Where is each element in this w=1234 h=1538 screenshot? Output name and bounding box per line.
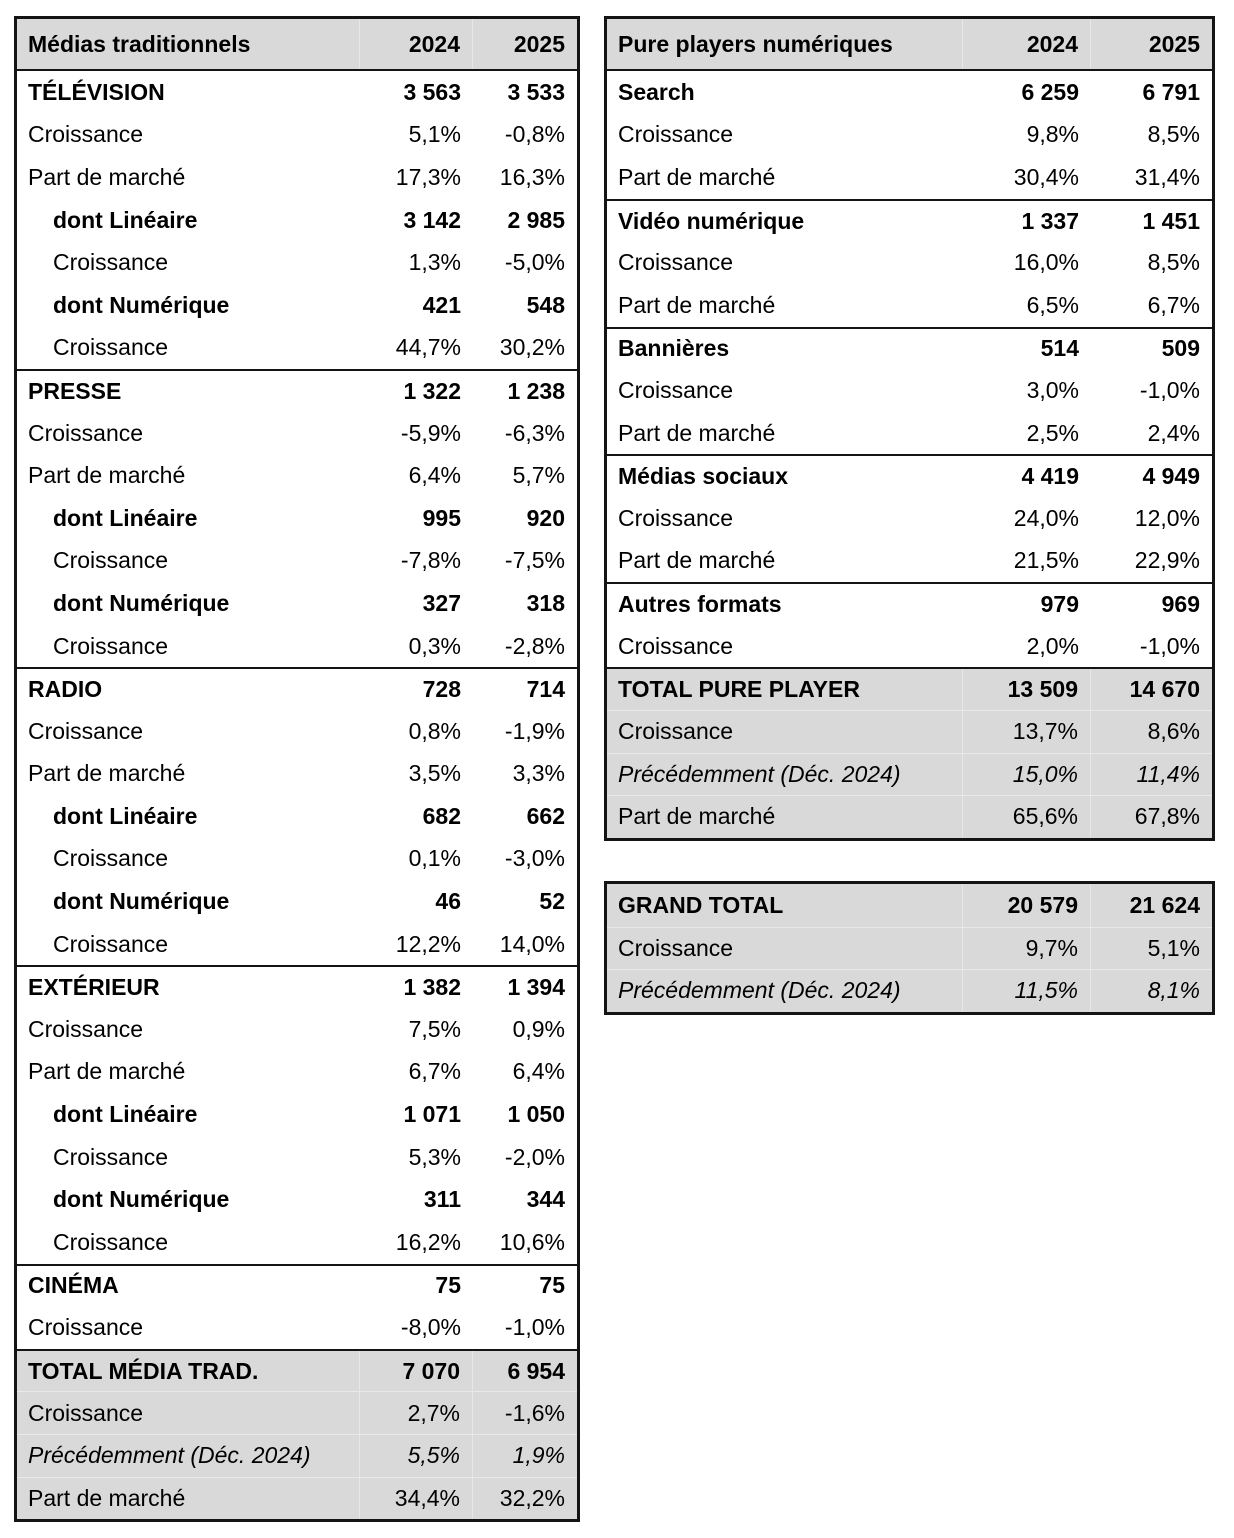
table-row xyxy=(17,838,577,881)
value-2025: -6,3% xyxy=(504,419,565,446)
value-2025: 22,9% xyxy=(1134,547,1200,574)
value-2025: 662 xyxy=(526,802,565,829)
value-2024: 65,6% xyxy=(963,796,1091,838)
value-2024: 514 xyxy=(1040,335,1079,362)
value-2025: 8,6% xyxy=(1147,718,1200,745)
value-2025: 1 238 xyxy=(507,377,565,404)
table-row xyxy=(17,1264,577,1307)
value-2025: 6 954 xyxy=(507,1357,565,1384)
table-row xyxy=(17,753,577,796)
value-2024: 11,5% xyxy=(963,970,1091,1012)
value-2024: 44,7% xyxy=(395,334,461,361)
table-row xyxy=(607,369,1212,412)
row-label: TÉLÉVISION xyxy=(28,78,165,105)
value-2024: 0,8% xyxy=(408,717,461,744)
value-2025: 548 xyxy=(526,291,565,318)
value-2025: 31,4% xyxy=(1134,163,1200,190)
value-2024: 17,3% xyxy=(395,163,461,190)
value-2024: 13 509 xyxy=(963,669,1091,710)
row-label: dont Numérique xyxy=(53,1186,230,1213)
row-label: Précédemment (Déc. 2024) xyxy=(607,754,963,796)
value-2025: 0,9% xyxy=(512,1015,565,1042)
column-header-2025: 2025 xyxy=(513,30,565,57)
row-label: Précédemment (Déc. 2024) xyxy=(17,1435,360,1477)
table-row xyxy=(17,540,577,583)
row-label: Croissance xyxy=(28,121,144,148)
row-label: Croissance xyxy=(28,717,144,744)
value-2024: 3 563 xyxy=(403,78,461,105)
value-2025: 67,8% xyxy=(1134,803,1200,830)
table-row xyxy=(17,369,577,412)
value-2025: -7,5% xyxy=(504,547,565,574)
row-label: dont Numérique xyxy=(53,888,230,915)
value-2025: 14,0% xyxy=(499,930,565,957)
value-2024: 20 579 xyxy=(963,884,1091,927)
value-2024: 16,2% xyxy=(395,1228,461,1255)
value-2024: 46 xyxy=(435,888,461,915)
value-2024: 2,5% xyxy=(1026,419,1079,446)
column-header-2024: 2024 xyxy=(963,19,1091,69)
row-label: Croissance xyxy=(618,376,734,403)
table-row xyxy=(17,965,577,1008)
table-row xyxy=(17,454,577,497)
value-2024: 7 070 xyxy=(360,1351,473,1392)
table-row xyxy=(607,710,1212,753)
value-2024: -5,9% xyxy=(400,419,461,446)
value-2025: 509 xyxy=(1161,335,1200,362)
row-label: TOTAL MÉDIA TRAD. xyxy=(17,1351,360,1392)
table-row xyxy=(17,710,577,753)
value-2024: 1,3% xyxy=(408,249,461,276)
table-row xyxy=(17,1434,577,1477)
value-2024: 3,0% xyxy=(1026,376,1079,403)
row-label: Part de marché xyxy=(17,1478,360,1520)
value-2025: -1,9% xyxy=(504,717,565,744)
value-2024: 13,7% xyxy=(963,711,1091,753)
value-2025: 52 xyxy=(539,888,565,915)
value-2025: 3 533 xyxy=(507,78,565,105)
value-2024: 0,3% xyxy=(408,632,461,659)
row-label: Part de marché xyxy=(618,547,776,574)
value-2025: -3,0% xyxy=(504,845,565,872)
table-row xyxy=(607,625,1212,668)
table-row xyxy=(17,1136,577,1179)
table-grand-total xyxy=(604,881,1215,1015)
value-2024: 1 071 xyxy=(403,1101,461,1128)
value-2024: 24,0% xyxy=(1013,504,1079,531)
value-2024: 5,5% xyxy=(360,1435,473,1477)
value-2024: 995 xyxy=(422,504,461,531)
table-row xyxy=(17,582,577,625)
value-2025: 2,4% xyxy=(1147,419,1200,446)
row-label: Croissance xyxy=(53,1228,169,1255)
table-row xyxy=(17,284,577,327)
value-2025: 344 xyxy=(526,1186,565,1213)
row-label: Part de marché xyxy=(618,291,776,318)
row-label: Croissance xyxy=(28,1015,144,1042)
value-2025: 1 451 xyxy=(1142,207,1200,234)
value-2024: 6,7% xyxy=(408,1058,461,1085)
table-row xyxy=(17,199,577,242)
value-2025: 6 791 xyxy=(1142,78,1200,105)
table-row xyxy=(607,667,1212,710)
value-2025: 11,4% xyxy=(1136,760,1200,787)
table-row xyxy=(17,1306,577,1349)
value-2024: 327 xyxy=(422,589,461,616)
row-label: Part de marché xyxy=(618,163,776,190)
value-2024: 34,4% xyxy=(360,1478,473,1520)
value-2025: 30,2% xyxy=(499,334,565,361)
value-2025: 969 xyxy=(1161,590,1200,617)
row-label: Croissance xyxy=(53,547,169,574)
value-2024: 2,7% xyxy=(360,1392,473,1434)
table-row xyxy=(607,969,1212,1012)
value-2024: -7,8% xyxy=(400,547,461,574)
value-2024: 9,7% xyxy=(963,928,1091,970)
table-row xyxy=(607,412,1212,455)
value-2025: 8,5% xyxy=(1147,249,1200,276)
value-2024: 3 142 xyxy=(403,206,461,233)
table-title: Pure players numériques xyxy=(607,19,963,69)
table-row xyxy=(17,412,577,455)
value-2024: 16,0% xyxy=(1013,249,1079,276)
table-row xyxy=(607,156,1212,199)
table-row xyxy=(17,1178,577,1221)
value-2025: -5,0% xyxy=(504,249,565,276)
row-label: Croissance xyxy=(618,121,734,148)
table-row xyxy=(17,667,577,710)
row-label: Search xyxy=(618,78,695,105)
row-label: dont Numérique xyxy=(53,589,230,616)
table-row xyxy=(17,327,577,370)
row-label: Croissance xyxy=(618,632,734,659)
table-row xyxy=(607,114,1212,157)
row-label: Croissance xyxy=(607,711,963,753)
table-row xyxy=(17,114,577,157)
table-header-row xyxy=(607,19,1212,71)
value-2025: 920 xyxy=(526,504,565,531)
row-label: Autres formats xyxy=(618,590,782,617)
row-label: Part de marché xyxy=(28,163,186,190)
value-2025: 16,3% xyxy=(499,163,565,190)
value-2025: 1 394 xyxy=(507,974,565,1001)
row-label: CINÉMA xyxy=(28,1272,119,1299)
table-row xyxy=(17,497,577,540)
row-label: Croissance xyxy=(53,930,169,957)
table-row xyxy=(607,540,1212,583)
value-2024: 311 xyxy=(423,1186,461,1213)
value-2025: 2 985 xyxy=(507,206,565,233)
value-2024: 5,3% xyxy=(408,1143,461,1170)
row-label: Part de marché xyxy=(607,796,963,838)
value-2025: 5,7% xyxy=(512,462,565,489)
table-row xyxy=(17,241,577,284)
table-row xyxy=(17,1051,577,1094)
value-2025: 318 xyxy=(526,589,565,616)
table-row xyxy=(607,582,1212,625)
value-2024: 21,5% xyxy=(1013,547,1079,574)
value-2025: -0,8% xyxy=(504,121,565,148)
table-row xyxy=(607,327,1212,370)
column-header-2024: 2024 xyxy=(360,19,473,69)
row-label: Croissance xyxy=(53,334,169,361)
value-2025: 21 624 xyxy=(1129,891,1200,918)
row-label: Part de marché xyxy=(28,462,186,489)
table-row xyxy=(17,1093,577,1136)
value-2024: 1 337 xyxy=(1021,207,1079,234)
value-2025: -1,0% xyxy=(1139,632,1200,659)
table-row xyxy=(17,880,577,923)
table-header-row xyxy=(17,19,577,71)
table-title: Médias traditionnels xyxy=(17,19,360,69)
row-label: TOTAL PURE PLAYER xyxy=(607,669,963,710)
row-label: dont Numérique xyxy=(53,291,230,318)
value-2025: -1,6% xyxy=(504,1399,565,1426)
table-row xyxy=(607,71,1212,114)
row-label: EXTÉRIEUR xyxy=(28,974,160,1001)
row-label: Part de marché xyxy=(618,419,776,446)
row-label: PRESSE xyxy=(28,377,122,404)
table-row xyxy=(17,1391,577,1434)
value-2024: 728 xyxy=(422,676,461,703)
table-row xyxy=(607,884,1212,927)
value-2024: 3,5% xyxy=(408,760,461,787)
value-2025: -2,8% xyxy=(504,632,565,659)
row-label: dont Linéaire xyxy=(53,1101,198,1128)
table-row xyxy=(17,1221,577,1264)
value-2025: 10,6% xyxy=(499,1228,565,1255)
value-2024: 12,2% xyxy=(395,930,461,957)
value-2025: -2,0% xyxy=(504,1143,565,1170)
row-label: Croissance xyxy=(17,1392,360,1434)
value-2024: 75 xyxy=(435,1272,461,1299)
value-2024: 682 xyxy=(422,802,461,829)
value-2025: 8,5% xyxy=(1147,121,1200,148)
row-label: Croissance xyxy=(618,504,734,531)
value-2024: 7,5% xyxy=(408,1015,461,1042)
table-row xyxy=(607,497,1212,540)
value-2025: 5,1% xyxy=(1147,934,1200,961)
row-label: Bannières xyxy=(618,335,730,362)
table-row xyxy=(17,1349,577,1392)
row-label: Croissance xyxy=(53,632,169,659)
table-row xyxy=(607,241,1212,284)
value-2025: 14 670 xyxy=(1129,676,1200,703)
row-label: Croissance xyxy=(618,249,734,276)
table-row xyxy=(607,795,1212,838)
table-pure-players-numeriques xyxy=(604,16,1215,841)
table-row xyxy=(17,71,577,114)
value-2025: 3,3% xyxy=(512,760,565,787)
table-row xyxy=(17,156,577,199)
row-label: RADIO xyxy=(28,676,103,703)
row-label: Croissance xyxy=(53,845,169,872)
value-2024: 6 259 xyxy=(1021,78,1079,105)
value-2024: 5,1% xyxy=(408,121,461,148)
value-2025: -1,0% xyxy=(1139,376,1200,403)
table-row xyxy=(17,1008,577,1051)
value-2025: 714 xyxy=(526,676,565,703)
table-row xyxy=(607,284,1212,327)
table-medias-traditionnels xyxy=(14,16,580,1522)
table-row xyxy=(17,795,577,838)
value-2024: 2,0% xyxy=(1026,632,1079,659)
value-2025: 4 949 xyxy=(1142,463,1200,490)
value-2025: -1,0% xyxy=(504,1314,565,1341)
value-2025: 75 xyxy=(539,1272,565,1299)
row-label: dont Linéaire xyxy=(53,504,198,531)
value-2025: 8,1% xyxy=(1147,977,1200,1004)
value-2024: 1 322 xyxy=(403,377,461,404)
row-label: Croissance xyxy=(28,1314,144,1341)
value-2025: 1 050 xyxy=(507,1101,565,1128)
value-2024: 6,4% xyxy=(408,462,461,489)
row-label: Croissance xyxy=(28,419,144,446)
row-label: Précédemment (Déc. 2024) xyxy=(607,970,963,1012)
column-header-2025: 2025 xyxy=(1148,30,1200,57)
value-2025: 1,9% xyxy=(512,1442,565,1469)
row-label: Part de marché xyxy=(28,760,186,787)
row-label: Croissance xyxy=(53,1143,169,1170)
table-row xyxy=(17,923,577,966)
value-2024: 1 382 xyxy=(403,974,461,1001)
value-2024: 979 xyxy=(1040,590,1079,617)
value-2025: 6,7% xyxy=(1147,291,1200,318)
table-row xyxy=(607,454,1212,497)
table-row xyxy=(607,199,1212,242)
value-2025: 12,0% xyxy=(1134,504,1200,531)
table-row xyxy=(607,927,1212,970)
row-label: Vidéo numérique xyxy=(618,207,805,234)
table-row xyxy=(17,625,577,668)
value-2024: 15,0% xyxy=(963,754,1091,796)
value-2024: 6,5% xyxy=(1026,291,1079,318)
value-2024: 9,8% xyxy=(1026,121,1079,148)
value-2024: 4 419 xyxy=(1021,463,1079,490)
table-row xyxy=(17,1477,577,1520)
value-2025: 32,2% xyxy=(499,1484,565,1511)
row-label: GRAND TOTAL xyxy=(607,884,963,927)
row-label: dont Linéaire xyxy=(53,802,198,829)
row-label: dont Linéaire xyxy=(53,206,198,233)
value-2024: -8,0% xyxy=(400,1314,461,1341)
row-label: Médias sociaux xyxy=(618,463,789,490)
row-label: Croissance xyxy=(53,249,169,276)
value-2025: 6,4% xyxy=(512,1058,565,1085)
value-2024: 0,1% xyxy=(408,845,461,872)
row-label: Croissance xyxy=(607,928,963,970)
table-row xyxy=(607,753,1212,796)
row-label: Part de marché xyxy=(28,1058,186,1085)
value-2024: 421 xyxy=(422,291,461,318)
value-2024: 30,4% xyxy=(1013,163,1079,190)
